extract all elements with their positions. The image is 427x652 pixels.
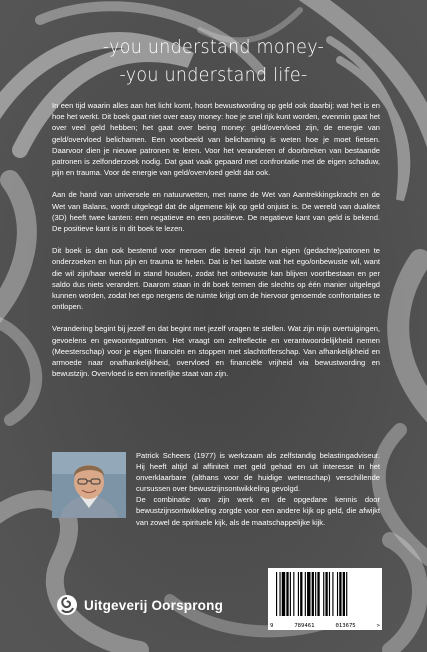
author-photo (52, 452, 126, 518)
barcode-bar (282, 572, 285, 616)
blurb-paragraph: Dit boek is dan ook bestemd voor mensen die bereid zijn hun eigen (gedachte)patronen te onderzoeken en hun pijn en trauma te helen. Dat is het laatste wat het ego/onbewuste wil, want die wil zijn/haar wereld in stand houden, zodat het onbewuste kan blijven voortbestaan en per saldo dus niets verandert. Daarom staan in dit boek termen die slechts op één manier uitgelegd kunnen worden, zodat het ego nergens de ruimte krijgt om de hiervoor genoemde confrontaties te ontlopen. (52, 246, 380, 312)
blurb-paragraph: Aan de hand van universele en natuurwetten, met name de Wet van Aantrekkingskracht en de Wet van Balans, wordt uitgelegd dat de algemene kijk op geld onjuist is. De wereld van dualiteit (3D) heeft twee kanten: een negatieve en een positieve. De negatieve kant van geld is bekend. De positieve kant is in dit boek te lezen. (52, 190, 380, 234)
barcode-bar (339, 572, 341, 616)
author-bio-paragraph: De combinatie van zijn werk en de opgedane kennis door bewustzijnsontwikkeling zorgde voor een andere kijk op geld, die afwijkt van zowel de spirituele kijk, als de maatschappelijke kijk. (136, 495, 380, 527)
barcode-bar (346, 572, 347, 616)
barcode-bar (300, 572, 302, 616)
barcode-bar (293, 572, 294, 616)
barcode-digit-group: > (376, 623, 380, 629)
barcode-bar (305, 572, 306, 616)
blurb-text (52, 100, 380, 390)
barcode-bar (290, 572, 291, 616)
barcode-bar (337, 572, 338, 616)
barcode-number (268, 623, 382, 629)
publisher-logo (56, 594, 223, 616)
barcode-bar (343, 572, 345, 616)
cover-title-line-2: -you understand life- (119, 64, 308, 86)
barcode-bar (332, 572, 333, 616)
barcode-bar (276, 572, 277, 616)
author-bio-paragraph: Patrick Scheers (1977) is werkzaam als zelfstandig belastingadviseur. Hij heeft altijd al affiniteit met geld gehad en uit interesse in het onverklaarbare (althans voor de huidige wetenschap) verschillende cursussen over bewustzijnsontwikkeling gevolgd. (136, 451, 380, 494)
barcode-digit-group: 013675 (335, 623, 356, 629)
barcode-digit-group: 789461 (294, 623, 315, 629)
barcode-bar (317, 572, 319, 616)
barcode-digit-group: 9 (270, 623, 274, 629)
barcode-bar (323, 572, 324, 616)
barcode-bar (312, 572, 314, 616)
barcode-bar (315, 572, 316, 616)
author-bio (136, 450, 380, 528)
blurb-paragraph: Verandering begint bij jezelf en dat begint met jezelf vragen te stellen. Wat zijn mijn overtuigingen, gevoelens en gewoontepatronen. Het vraagt om zelfreflectie en verantwoordelijkheid nemen (Meesterschap) voor je eigen financiën en stoppen met slachtofferschap. Van afhankelijkheid en armoede naar onafhankelijkheid, overvloed en financiële vrijheid via bewustwording en bewustzijn. Overvloed is een innerlijke staat van zijn. (52, 324, 380, 379)
barcode-bar (298, 572, 299, 616)
barcode-bar (307, 572, 310, 616)
barcode (268, 568, 382, 630)
publisher-logo-icon (56, 594, 78, 616)
cover-title-line-1: -you understand money- (102, 36, 325, 58)
barcode-bar (286, 572, 288, 616)
barcode-bar (325, 572, 327, 616)
publisher-name: Uitgeverij Oorsprong (84, 597, 224, 613)
blurb-paragraph: In een tijd waarin alles aan het licht komt, hoort bewustwording op geld ook daarbij: wat het is en hoe het werkt. Dit boek gaat niet over easy money: hoe je snel rijk kunt worden, evenmin gaat het over veel geld hebben; het gaat over being money: geld/overvloed zijn, de energie van geld/overvloed belichamen. Een voorbeeld van belichaming is weten hoe je moet fietsen. Daarvoor dien je nieuwe patronen te leren. Voor het veranderen of doorbreken van bestaande patronen is zelfonderzoek nodig. Dat gaat vaak gepaard met confrontatie met de eigen schaduw, pijn en trauma. Voor de energie van geld/overvloed geldt dat ook. (52, 101, 380, 178)
barcode-bar (279, 572, 280, 616)
barcode-bar (329, 572, 330, 616)
